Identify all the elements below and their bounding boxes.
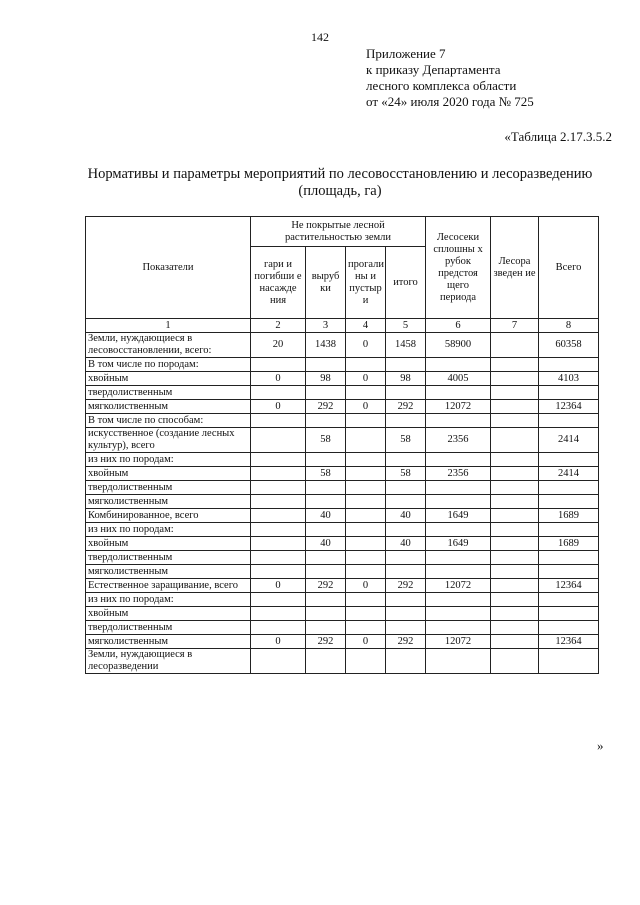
table-row <box>86 523 599 537</box>
cell-c4 <box>346 453 386 467</box>
cell-c8: 1689 <box>539 537 599 551</box>
cell-c8 <box>539 565 599 579</box>
cell-c3 <box>306 414 346 428</box>
cell-c7 <box>491 400 539 414</box>
cell-c5 <box>386 453 426 467</box>
row-label: Естественное заращивание, всего <box>86 579 251 593</box>
cell-c6 <box>426 358 491 372</box>
cell-c2 <box>251 453 306 467</box>
table-row <box>86 428 599 453</box>
cell-c8 <box>539 414 599 428</box>
cell-c3 <box>306 621 346 635</box>
cell-c3 <box>306 358 346 372</box>
row-label: хвойным <box>86 607 251 621</box>
row-label: мягколиственным <box>86 495 251 509</box>
cell-c7 <box>491 551 539 565</box>
column-number: 2 <box>251 319 306 333</box>
cell-c8: 12364 <box>539 400 599 414</box>
cell-c7 <box>491 649 539 674</box>
cell-c3 <box>306 565 346 579</box>
appendix-line-4: от «24» июля 2020 года № 725 <box>366 94 534 109</box>
cell-c4: 0 <box>346 333 386 358</box>
row-label: хвойным <box>86 467 251 481</box>
header-afforestation: Лесора зведен ие <box>491 217 539 319</box>
cell-c6 <box>426 481 491 495</box>
cell-c8: 2414 <box>539 467 599 481</box>
cell-c8 <box>539 358 599 372</box>
cell-c4 <box>346 537 386 551</box>
cell-c8: 1689 <box>539 509 599 523</box>
cell-c5 <box>386 523 426 537</box>
table-row <box>86 565 599 579</box>
appendix-line-3: лесного комплекса области <box>366 78 517 93</box>
cell-c8 <box>539 495 599 509</box>
row-label: мягколиственным <box>86 565 251 579</box>
cell-c7 <box>491 414 539 428</box>
cell-c7 <box>491 565 539 579</box>
cell-c3: 292 <box>306 400 346 414</box>
cell-c7 <box>491 453 539 467</box>
cell-c5 <box>386 551 426 565</box>
row-label: твердолиственным <box>86 481 251 495</box>
row-label: хвойным <box>86 372 251 386</box>
column-number: 5 <box>386 319 426 333</box>
cell-c6 <box>426 621 491 635</box>
cell-c5 <box>386 481 426 495</box>
page-number: 142 <box>311 30 329 44</box>
cell-c6: 2356 <box>426 428 491 453</box>
cell-c4 <box>346 386 386 400</box>
cell-c3: 58 <box>306 428 346 453</box>
cell-c6 <box>426 523 491 537</box>
table-row <box>86 621 599 635</box>
cell-c3: 292 <box>306 579 346 593</box>
cell-c5: 292 <box>386 400 426 414</box>
cell-c7 <box>491 358 539 372</box>
closing-quote: » <box>597 738 604 753</box>
cell-c5 <box>386 386 426 400</box>
cell-c8 <box>539 593 599 607</box>
cell-c2 <box>251 523 306 537</box>
title-line-1: Нормативы и параметры мероприятий по лесовосстановлению и лесоразведению <box>87 166 593 182</box>
cell-c7 <box>491 537 539 551</box>
cell-c5: 1458 <box>386 333 426 358</box>
cell-c8: 12364 <box>539 635 599 649</box>
appendix-header <box>366 46 534 110</box>
column-number: 4 <box>346 319 386 333</box>
header-indicators: Показатели <box>86 217 251 319</box>
table-row <box>86 386 599 400</box>
cell-c5 <box>386 607 426 621</box>
cell-c6: 1649 <box>426 509 491 523</box>
cell-c7 <box>491 509 539 523</box>
document-title <box>60 166 620 200</box>
cell-c5: 58 <box>386 428 426 453</box>
column-number: 1 <box>86 319 251 333</box>
cell-c5 <box>386 358 426 372</box>
row-label: Комбинированное, всего <box>86 509 251 523</box>
cell-c8 <box>539 523 599 537</box>
cell-c2 <box>251 495 306 509</box>
cell-c3 <box>306 593 346 607</box>
cell-c6 <box>426 495 491 509</box>
header-burned: гари и погибши е насажде ния <box>251 247 306 319</box>
cell-c2 <box>251 481 306 495</box>
row-label: твердолиственным <box>86 551 251 565</box>
table-row <box>86 358 599 372</box>
cell-c6 <box>426 386 491 400</box>
row-label: из них по породам: <box>86 593 251 607</box>
cell-c6: 12072 <box>426 579 491 593</box>
cell-c3 <box>306 523 346 537</box>
table-row <box>86 635 599 649</box>
cell-c5: 40 <box>386 537 426 551</box>
cell-c3: 40 <box>306 537 346 551</box>
cell-c2: 0 <box>251 635 306 649</box>
cell-c2 <box>251 386 306 400</box>
cell-c3 <box>306 386 346 400</box>
cell-c4 <box>346 649 386 674</box>
cell-c3: 58 <box>306 467 346 481</box>
cell-c8: 4103 <box>539 372 599 386</box>
cell-c6: 58900 <box>426 333 491 358</box>
cell-c5: 292 <box>386 635 426 649</box>
cell-c4: 0 <box>346 372 386 386</box>
row-label: искусственное (создание лесных культур), всего <box>86 428 251 453</box>
cell-c5 <box>386 495 426 509</box>
cell-c5: 58 <box>386 467 426 481</box>
row-label: твердолиственным <box>86 621 251 635</box>
row-label: из них по породам: <box>86 523 251 537</box>
cell-c3 <box>306 551 346 565</box>
cell-c4 <box>346 481 386 495</box>
cell-c5 <box>386 621 426 635</box>
cell-c5: 98 <box>386 372 426 386</box>
cell-c6: 2356 <box>426 467 491 481</box>
cell-c7 <box>491 467 539 481</box>
cell-c6 <box>426 551 491 565</box>
cell-c8: 12364 <box>539 579 599 593</box>
column-number-row <box>86 319 599 333</box>
row-label: мягколиственным <box>86 400 251 414</box>
cell-c4: 0 <box>346 400 386 414</box>
row-label: Земли, нуждающиеся в лесоразведении <box>86 649 251 674</box>
header-clearcuts: Лесосеки сплошны х рубок предстоя щего периода <box>426 217 491 319</box>
cell-c8 <box>539 453 599 467</box>
header-felled: выруб ки <box>306 247 346 319</box>
cell-c8: 60358 <box>539 333 599 358</box>
cell-c2 <box>251 509 306 523</box>
column-number: 6 <box>426 319 491 333</box>
cell-c2 <box>251 607 306 621</box>
cell-c5 <box>386 593 426 607</box>
cell-c5 <box>386 565 426 579</box>
cell-c8 <box>539 607 599 621</box>
cell-c5 <box>386 414 426 428</box>
cell-c5: 40 <box>386 509 426 523</box>
cell-c4 <box>346 509 386 523</box>
row-label: из них по породам: <box>86 453 251 467</box>
cell-c4 <box>346 523 386 537</box>
cell-c7 <box>491 593 539 607</box>
table-row <box>86 607 599 621</box>
table-row <box>86 372 599 386</box>
title-line-2: (площадь, га) <box>298 183 382 199</box>
cell-c2: 0 <box>251 400 306 414</box>
cell-c4 <box>346 621 386 635</box>
cell-c2: 0 <box>251 372 306 386</box>
table-row <box>86 579 599 593</box>
cell-c3 <box>306 607 346 621</box>
cell-c2: 0 <box>251 579 306 593</box>
header-glades: прогали ны и пустыр и <box>346 247 386 319</box>
cell-c7 <box>491 481 539 495</box>
cell-c2 <box>251 428 306 453</box>
cell-c7 <box>491 495 539 509</box>
cell-c8 <box>539 649 599 674</box>
cell-c2 <box>251 565 306 579</box>
cell-c5: 292 <box>386 579 426 593</box>
cell-c7 <box>491 333 539 358</box>
table-row <box>86 593 599 607</box>
cell-c6: 1649 <box>426 537 491 551</box>
cell-c4 <box>346 593 386 607</box>
table-row <box>86 649 599 674</box>
cell-c6 <box>426 565 491 579</box>
cell-c3: 98 <box>306 372 346 386</box>
cell-c4 <box>346 358 386 372</box>
header-not-covered: Не покрытые лесной растительностью земли <box>251 217 426 247</box>
cell-c5 <box>386 649 426 674</box>
table-row <box>86 509 599 523</box>
cell-c8 <box>539 551 599 565</box>
cell-c2 <box>251 593 306 607</box>
cell-c3: 40 <box>306 509 346 523</box>
table-row <box>86 481 599 495</box>
cell-c4 <box>346 414 386 428</box>
cell-c7 <box>491 607 539 621</box>
table-row <box>86 467 599 481</box>
cell-c8 <box>539 481 599 495</box>
cell-c4 <box>346 551 386 565</box>
row-label: хвойным <box>86 537 251 551</box>
cell-c4 <box>346 495 386 509</box>
cell-c4: 0 <box>346 635 386 649</box>
cell-c4 <box>346 607 386 621</box>
cell-c4 <box>346 565 386 579</box>
cell-c2: 20 <box>251 333 306 358</box>
cell-c2 <box>251 537 306 551</box>
table-row <box>86 333 599 358</box>
table-reference: «Таблица 2.17.3.5.2 <box>504 129 612 144</box>
cell-c2 <box>251 414 306 428</box>
cell-c7 <box>491 579 539 593</box>
cell-c4: 0 <box>346 579 386 593</box>
cell-c4 <box>346 428 386 453</box>
cell-c8: 2414 <box>539 428 599 453</box>
table-row <box>86 414 599 428</box>
row-label: мягколиственным <box>86 635 251 649</box>
cell-c6: 12072 <box>426 400 491 414</box>
cell-c2 <box>251 551 306 565</box>
cell-c6: 12072 <box>426 635 491 649</box>
cell-c8 <box>539 621 599 635</box>
cell-c3 <box>306 481 346 495</box>
cell-c6 <box>426 414 491 428</box>
cell-c3 <box>306 495 346 509</box>
standards-table <box>85 216 599 674</box>
column-number: 8 <box>539 319 599 333</box>
cell-c2 <box>251 358 306 372</box>
cell-c2 <box>251 621 306 635</box>
cell-c7 <box>491 523 539 537</box>
row-label: твердолиственным <box>86 386 251 400</box>
cell-c7 <box>491 635 539 649</box>
table-row <box>86 495 599 509</box>
cell-c7 <box>491 386 539 400</box>
cell-c3: 1438 <box>306 333 346 358</box>
cell-c4 <box>346 467 386 481</box>
header-subtotal: итого <box>386 247 426 319</box>
cell-c6: 4005 <box>426 372 491 386</box>
cell-c6 <box>426 649 491 674</box>
cell-c7 <box>491 621 539 635</box>
cell-c7 <box>491 372 539 386</box>
cell-c8 <box>539 386 599 400</box>
header-total: Всего <box>539 217 599 319</box>
cell-c2 <box>251 467 306 481</box>
cell-c6 <box>426 593 491 607</box>
column-number: 7 <box>491 319 539 333</box>
cell-c3 <box>306 649 346 674</box>
cell-c3 <box>306 453 346 467</box>
table-row <box>86 453 599 467</box>
table-row <box>86 537 599 551</box>
appendix-line-1: Приложение 7 <box>366 46 446 61</box>
appendix-line-2: к приказу Департамента <box>366 62 501 77</box>
table-row <box>86 400 599 414</box>
row-label: В том числе по способам: <box>86 414 251 428</box>
row-label: Земли, нуждающиеся в лесовосстановлении, всего: <box>86 333 251 358</box>
cell-c6 <box>426 453 491 467</box>
row-label: В том числе по породам: <box>86 358 251 372</box>
cell-c3: 292 <box>306 635 346 649</box>
cell-c2 <box>251 649 306 674</box>
table-row <box>86 551 599 565</box>
cell-c6 <box>426 607 491 621</box>
column-number: 3 <box>306 319 346 333</box>
cell-c7 <box>491 428 539 453</box>
